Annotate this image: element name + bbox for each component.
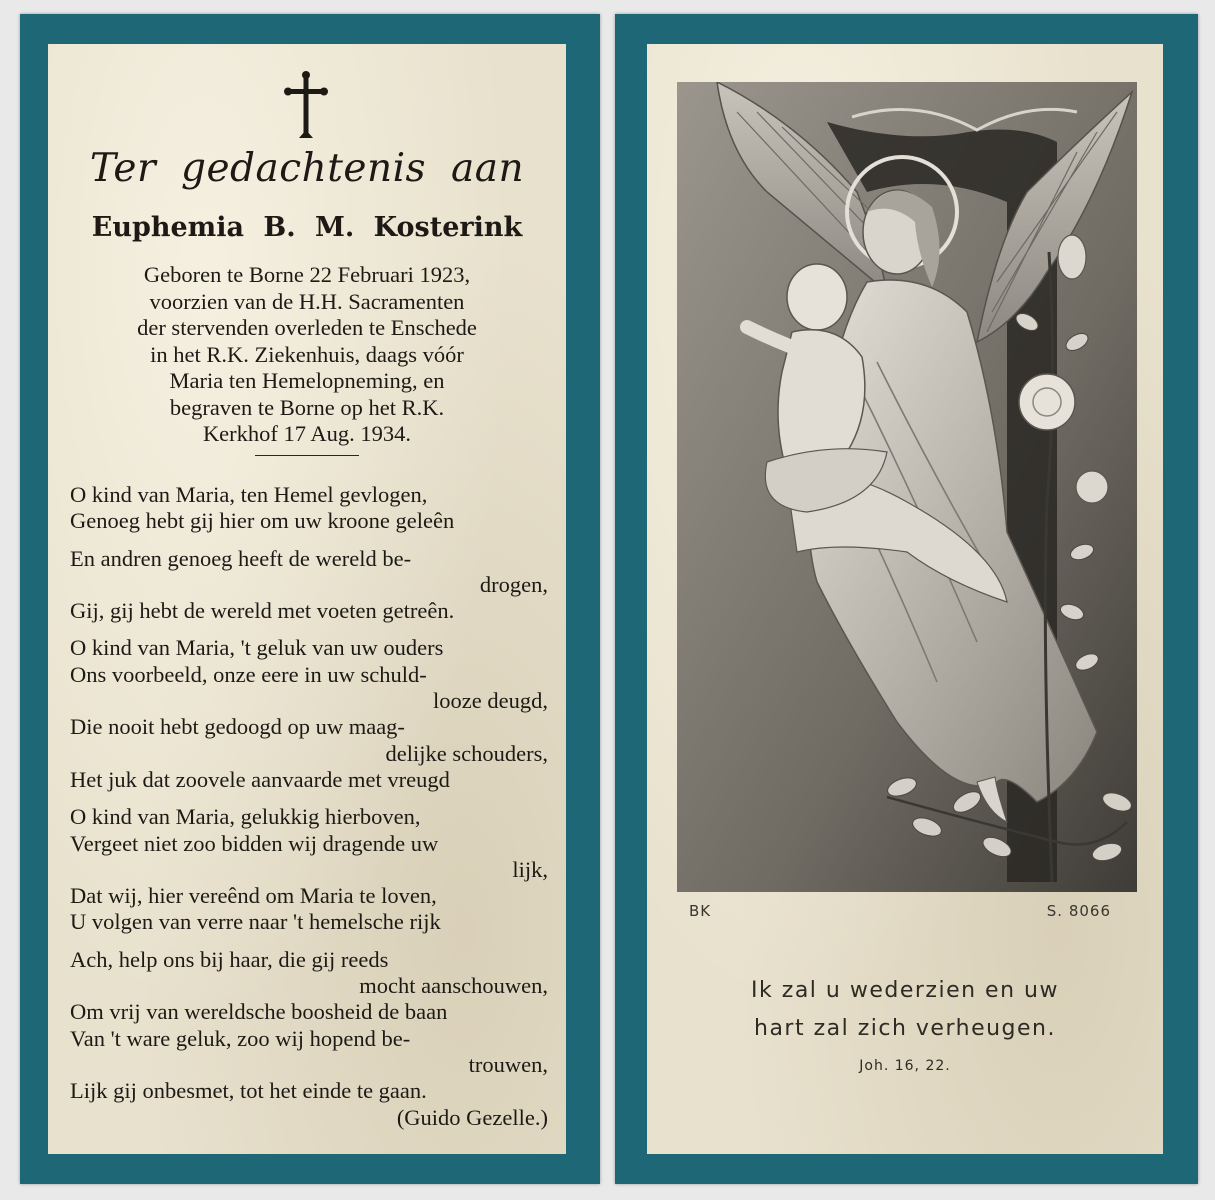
poem-line: U volgen van verre naar 't hemelsche rijk (70, 909, 441, 935)
intro-line: in het R.K. Ziekenhuis, daags vóór (150, 341, 464, 367)
poem-line: En andren genoeg heeft de wereld be- (70, 545, 412, 571)
verse-line: Ik zal u wederzien en uw (751, 978, 1059, 1003)
poem-line: lijk, (512, 856, 548, 882)
intro-line: Maria ten Hemelopneming, en (169, 368, 445, 393)
memorial-title: Ter gedachtenis aan (89, 146, 525, 191)
poem-line: drogen, (479, 571, 548, 597)
intro-line: voorzien van de H.H. Sacramenten (149, 288, 465, 314)
verse-reference: Joh. 16, 22. (859, 1058, 951, 1074)
poem-line: O kind van Maria, 't geluk van uw ouders (70, 635, 444, 661)
poem-line: Het juk dat zoovele aanvaarde met vreugd (70, 766, 450, 792)
poem-attribution: (Guido Gezelle.) (396, 1104, 548, 1130)
poem-stanza (70, 482, 548, 535)
memorial-card-text-side (20, 14, 600, 1184)
poem-line: Dat wij, hier vereênd om Maria te loven, (70, 883, 437, 909)
poem-line: Die nooit hebt gedoogd op uw maag- (70, 714, 405, 740)
publisher-mark: BK (689, 902, 712, 920)
poem-line: trouwen, (468, 1051, 548, 1077)
biographical-text (58, 262, 556, 448)
intro-line: der stervenden overleden te Enschede (137, 315, 477, 340)
poem-line: Van 't ware geluk, zoo wij hopend be- (70, 1025, 411, 1051)
poem-line: delijke schouders, (385, 740, 548, 766)
poem-line: mocht aanschouwen, (359, 973, 548, 999)
poem-line: O kind van Maria, ten Hemel gevlogen, (70, 482, 428, 507)
poem-line: Genoeg hebt gij hier om uw kroone geleên (70, 508, 455, 534)
card-paper (48, 44, 566, 1154)
poem-line: Gij, gij hebt de wereld met voeten getreên. (70, 598, 455, 624)
poem-stanza (70, 947, 548, 1131)
cross-icon (284, 70, 328, 140)
poem-line: looze deugd, (433, 688, 548, 714)
poem-line: Om vrij van wereldsche boosheid de baan (70, 999, 448, 1025)
intro-line: begraven te Borne op het R.K. (169, 394, 445, 420)
poem (70, 482, 548, 1142)
poem-line: Lijk gij onbesmet, tot het einde te gaan. (70, 1078, 427, 1104)
divider (255, 455, 359, 456)
poem-line: Ons voorbeeld, onze eere in uw schuld- (70, 661, 427, 687)
scripture-verse (647, 972, 1163, 1048)
poem-line: Ach, help ons bij haar, die gij reeds (70, 946, 389, 972)
poem-line: Vergeet niet zoo bidden wij dragende uw (70, 830, 439, 856)
poem-stanza (70, 546, 548, 625)
intro-line: Kerkhof 17 Aug. 1934. (202, 421, 412, 446)
verse-line: hart zal zich verheugen. (754, 1016, 1056, 1041)
series-number: S. 8066 (1046, 902, 1111, 920)
poem-stanza (70, 635, 548, 793)
poem-stanza (70, 804, 548, 935)
deceased-name: Euphemia B. M. Kosterink (91, 212, 523, 243)
guardian-angel-illustration (677, 82, 1137, 892)
memorial-card-picture-side (615, 14, 1198, 1184)
intro-line: Geboren te Borne 22 Februari 1923, (143, 262, 471, 287)
card-paper (647, 44, 1163, 1154)
poem-line: O kind van Maria, gelukkig hierboven, (70, 804, 421, 830)
